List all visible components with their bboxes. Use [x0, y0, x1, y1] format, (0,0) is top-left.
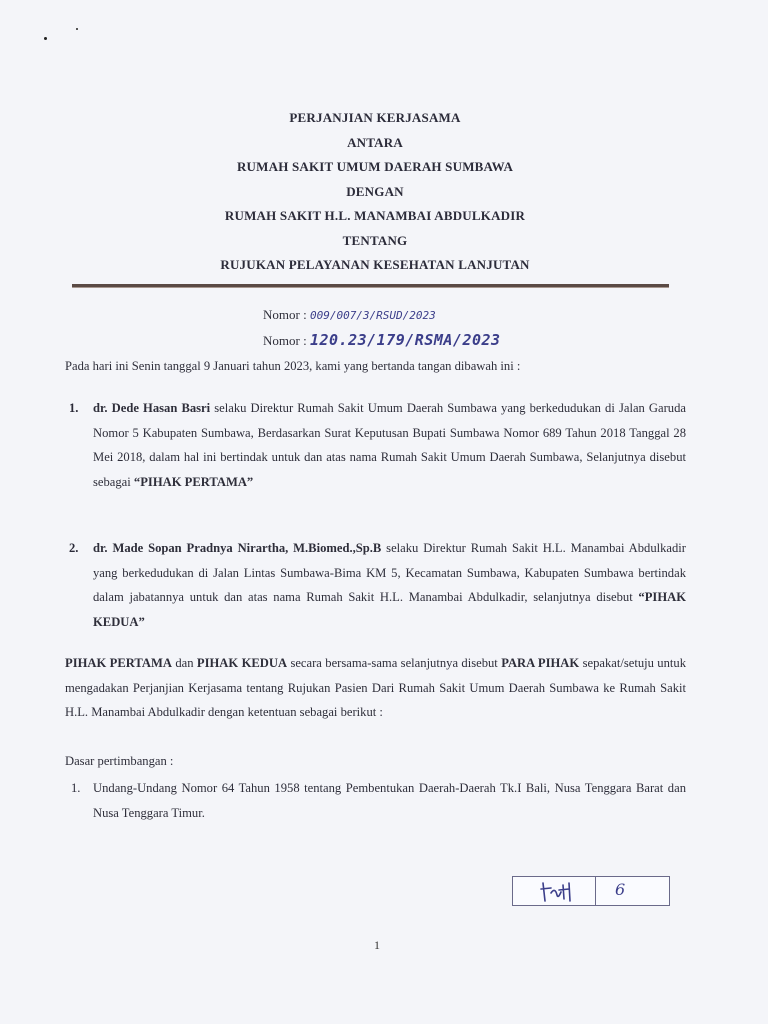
- agreement-paragraph: [65, 651, 686, 725]
- party-name: dr. Made Sopan Pradnya Nirartha, M.Biomed.,Sp.B: [93, 541, 382, 555]
- nomor-handwritten-value: 009/007/3/RSUD/2023: [309, 309, 436, 322]
- scan-speck: [76, 28, 78, 30]
- title-divider: [72, 284, 669, 288]
- opening-sentence: Pada hari ini Senin tanggal 9 Januari tahun 2023, kami yang bertanda tangan dibawah ini :: [65, 359, 521, 373]
- party-paragraph: [93, 396, 686, 494]
- party-number: 2.: [69, 541, 79, 555]
- party-reference: PIHAK KEDUA: [196, 656, 288, 670]
- agreement-text: secara bersama-sama selanjutnya disebut: [287, 656, 502, 670]
- paraf-number: 6: [615, 880, 626, 899]
- nomor-label: Nomor :: [263, 307, 307, 322]
- party-designation: “PIHAK KEDUA”: [93, 590, 686, 629]
- nomor-label: Nomor :: [263, 333, 307, 348]
- party-designation: “PIHAK PERTAMA”: [133, 474, 254, 489]
- party-name: dr. Dede Hasan Basri: [93, 401, 211, 415]
- title-line: DENGAN: [346, 183, 404, 199]
- initial-signature-icon: [537, 879, 577, 905]
- party-text: selaku Direktur Rumah Sakit H.L. Manambai Abdulkadir yang berkedudukan di Jalan Lintas Sumbawa-Bima KM 5, Kecamatan Sumbawa, Kabupaten Sumbawa bertindak dalam jabatannya untuk dan atas nama Rumah Sakit H.L. Manambai Abdulkadir, selanjutnya disebut: [93, 541, 687, 604]
- title-line: RUMAH SAKIT UMUM DAERAH SUMBAWA: [236, 159, 514, 174]
- party-text: selaku Direktur Rumah Sakit Umum Daerah Sumbawa yang berkedudukan di Jalan Garuda Nomor 5 Kabupaten Sumbawa, Berdasarkan Surat Keputusan Bupati Sumbawa Nomor 689 Tahun 2018 Tanggal 28 Mei 2018, dalam hal ini bertindak untuk dan atas nama Rumah Sakit Umum Daerah Sumbawa, Selanjutnya disebut sebagai: [93, 401, 686, 489]
- nomor-line-2: [263, 331, 501, 349]
- title-line: ANTARA: [347, 134, 403, 150]
- party-reference: PIHAK PERTAMA: [65, 656, 172, 670]
- title-line: TENTANG: [342, 232, 408, 248]
- document-title: [0, 106, 750, 278]
- agreement-text: dan: [171, 656, 197, 670]
- party-reference: PARA PIHAK: [501, 656, 580, 670]
- scan-speck: [44, 37, 47, 40]
- agreement-text: sepakat/setuju untuk mengadakan Perjanjian Kerjasama tentang Rujukan Pasien Dari Rumah Sakit Umum Daerah Sumbawa ke Rumah Sakit H.L. Manambai Abdulkadir dengan ketentuan sebagai berikut :: [65, 656, 686, 719]
- title-line: PERJANJIAN KERJASAMA: [289, 110, 461, 125]
- consideration-number: 1.: [71, 781, 81, 795]
- title-line: RUMAH SAKIT H.L. MANAMBAI ABDULKADIR: [224, 208, 526, 223]
- nomor-handwritten-value: 120.23/179/RSMA/2023: [309, 331, 501, 349]
- paraf-divider: [595, 877, 596, 905]
- considerations-heading: Dasar pertimbangan :: [65, 754, 174, 768]
- party-number: 1.: [69, 401, 79, 415]
- paraf-box: [512, 876, 670, 906]
- title-line: RUJUKAN PELAYANAN KESEHATAN LANJUTAN: [220, 257, 530, 272]
- nomor-line-1: [263, 307, 436, 323]
- consideration-item: Undang-Undang Nomor 64 Tahun 1958 tentang Pembentukan Daerah-Daerah Tk.I Bali, Nusa Tenggara Barat dan Nusa Tenggara Timur.: [93, 781, 686, 820]
- page-number: 1: [374, 938, 380, 952]
- party-paragraph: [93, 536, 686, 634]
